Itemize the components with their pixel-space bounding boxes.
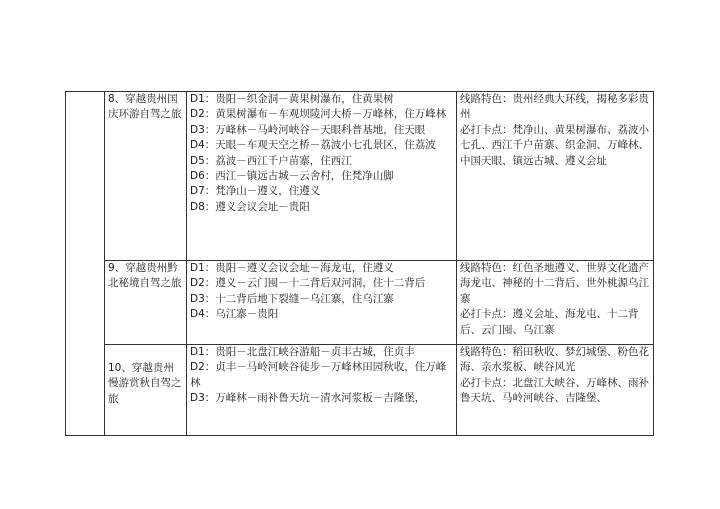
features-cell bbox=[457, 345, 654, 436]
itinerary-cell bbox=[187, 261, 457, 345]
itinerary-cell bbox=[187, 345, 457, 436]
route-name-cell: 9、穿越贵州黔北秘境自驾之旅 bbox=[105, 261, 187, 345]
must-visit-spots: 必打卡点：遵义会址、海龙屯、十二背后、云门囤、乌江寨 bbox=[460, 308, 639, 336]
itinerary-line: D5：荔波－西江千户苗寨，住西江 bbox=[190, 154, 352, 167]
route-name-cell: 8、穿越贵州国庆环游自驾之旅 bbox=[105, 92, 187, 261]
itinerary-cell bbox=[187, 92, 457, 261]
itinerary-line: D3：万峰林－雨补鲁天坑－清水河浆板－吉隆堡， bbox=[190, 392, 426, 405]
features-cell bbox=[457, 261, 654, 345]
itinerary-line: D1：贵阳－北盘江峡谷游船－贞丰古城，住贞丰 bbox=[190, 346, 415, 358]
itinerary-line: D4：乌江寨－贵阳 bbox=[190, 308, 279, 321]
itinerary-line: D1：贵阳－织金洞－黄果树瀑布，住黄果树 bbox=[190, 93, 394, 105]
itinerary-line: D7：梵净山－遵义，住遵义 bbox=[190, 185, 321, 198]
table-row bbox=[66, 261, 654, 345]
itinerary-line: D2：贞丰－马岭河峡谷徒步－万峰林田园秋收，住万峰林 bbox=[190, 361, 447, 389]
itinerary-line: D6：西江－镇远古城－云舍村，住梵净山脚 bbox=[190, 170, 394, 183]
itinerary-line: D3：十二背后地下裂缝－乌江寨，住乌江寨 bbox=[190, 292, 394, 305]
itinerary-line: D1：贵阳－遵义会议会址－海龙屯，住遵义 bbox=[190, 262, 394, 274]
route-features: 线路特色：稻田秋收、梦幻城堡、粉色花海、亲水浆板、峡谷风光 bbox=[460, 346, 649, 374]
itinerary-line: D2：遵义－云门囤－十二背后双河洞，住十二背后 bbox=[190, 277, 426, 290]
table-row bbox=[66, 92, 654, 261]
itinerary-line: D8：遵义会议会址－贵阳 bbox=[190, 200, 310, 213]
itinerary-line: D2：黄果树瀑布－车观坝陵河大桥－万峰林，住万峰林 bbox=[190, 108, 447, 121]
route-features: 线路特色：贵州经典大环线，揭秘多彩贵州 bbox=[460, 93, 649, 121]
route-name-cell: 10、穿越贵州慢游赏秋自驾之旅 bbox=[105, 345, 187, 436]
table-row bbox=[66, 345, 654, 436]
empty-index-cell bbox=[66, 92, 105, 436]
must-visit-spots: 必打卡点：梵净山、黄果树瀑布、荔波小七孔、西江千户苗寨、织金洞、万峰林、中国天眼、镇远古城、遵义会址 bbox=[460, 123, 649, 167]
itinerary-table bbox=[65, 91, 654, 436]
features-cell bbox=[457, 92, 654, 261]
itinerary-line: D4：天眼－车观天空之桥－荔波小七孔景区，住荔波 bbox=[190, 139, 436, 152]
must-visit-spots: 必打卡点：北盘江大峡谷、万峰林、雨补鲁天坑、马岭河峡谷、吉隆堡、 bbox=[460, 376, 649, 405]
itinerary-line: D3：万峰林－马岭河峡谷－天眼科普基地，住天眼 bbox=[190, 123, 426, 136]
route-features: 线路特色：红色圣地遵义、世界文化遗产海龙屯、神秘的十二背后、世外桃源乌江寨 bbox=[460, 262, 649, 305]
